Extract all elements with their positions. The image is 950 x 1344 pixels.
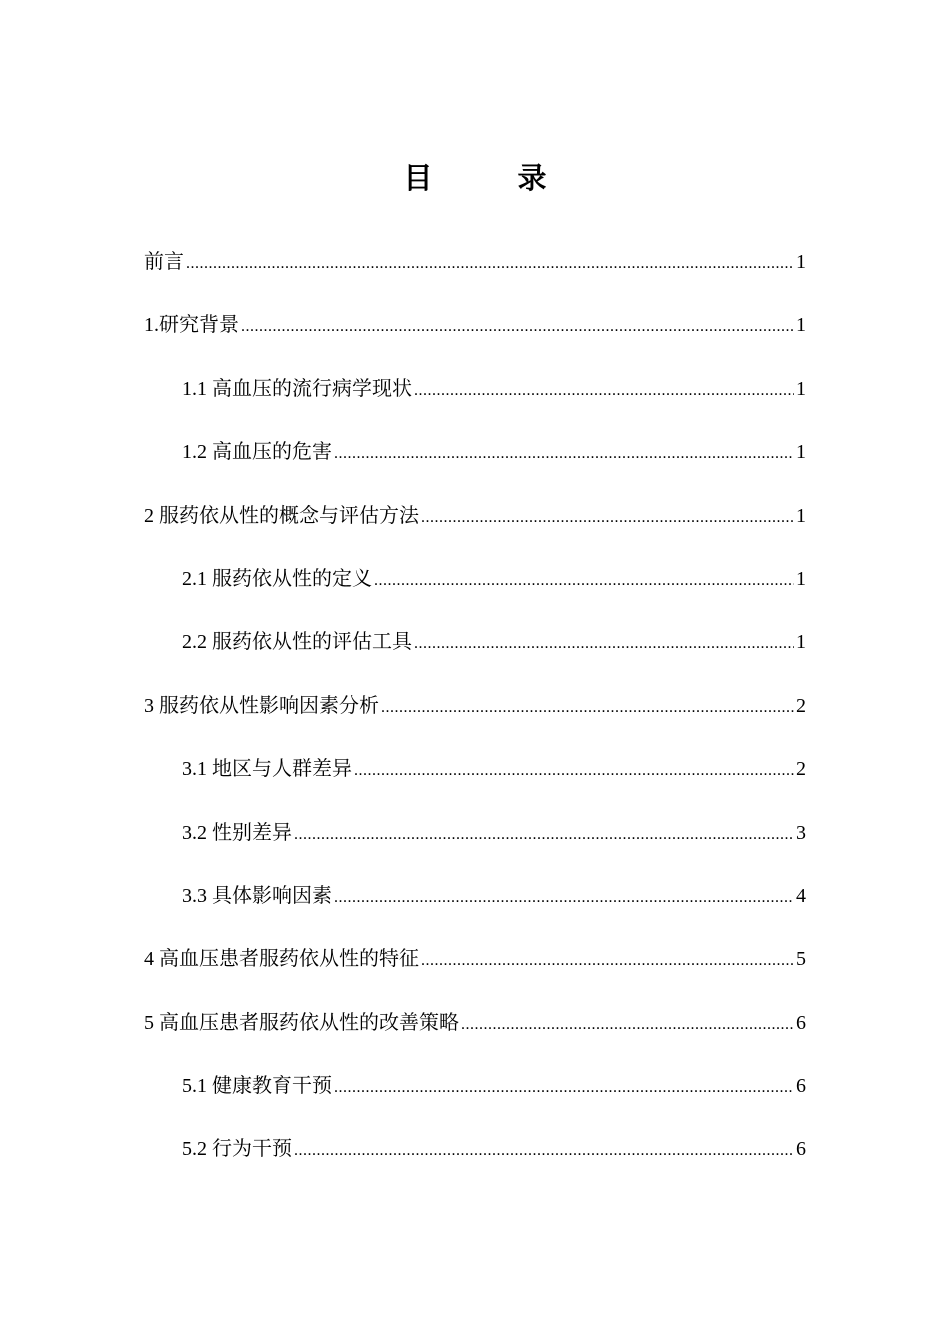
toc-entry-5[interactable]: [144, 1003, 806, 1066]
toc-entry-4[interactable]: [144, 939, 806, 1002]
toc-title: 目 录: [403, 161, 575, 195]
toc-entry-page: 1: [796, 314, 806, 337]
toc-entry-1[interactable]: [144, 305, 806, 368]
toc-entry-label: 1.2 高血压的危害: [182, 441, 332, 464]
toc-entry-page: 4: [796, 884, 806, 907]
toc-entry-label: 1.研究背景: [144, 314, 239, 337]
toc-entry-page: 1: [796, 251, 806, 273]
dot-leader: [334, 434, 794, 474]
dot-leader: [381, 688, 794, 728]
dot-leader: [294, 815, 794, 855]
toc-entry-label: 2.1 服药依从性的定义: [182, 567, 372, 590]
toc-entry-3[interactable]: [144, 686, 806, 749]
toc-entry-label: 3.3 具体影响因素: [182, 884, 332, 907]
dot-leader: [334, 1068, 794, 1108]
toc-entry-5-2[interactable]: [144, 1129, 806, 1192]
toc-entry-page: 6: [796, 1138, 806, 1161]
toc-entry-label: 前言: [144, 251, 184, 273]
toc-entry-3-2[interactable]: [144, 813, 806, 876]
toc-entry-label: 5.2 行为干预: [182, 1138, 292, 1161]
dot-leader: [461, 1005, 794, 1045]
toc-entry-page: 2: [796, 758, 806, 781]
dot-leader: [414, 624, 794, 664]
toc-entry-3-1[interactable]: [144, 749, 806, 812]
toc-entry-page: 1: [796, 631, 806, 654]
dot-leader: [294, 1131, 794, 1171]
toc-entry-page: 1: [796, 441, 806, 464]
toc-entry-label: 4 高血压患者服药依从性的特征: [144, 948, 419, 971]
dot-leader: [374, 561, 794, 601]
toc-entry-label: 1.1 高血压的流行病学现状: [182, 377, 412, 400]
toc-entry-label: 5 高血压患者服药依从性的改善策略: [144, 1011, 459, 1034]
toc-entry-preface[interactable]: [144, 242, 806, 305]
toc-entry-label: 2.2 服药依从性的评估工具: [182, 631, 412, 654]
toc-entry-page: 1: [796, 377, 806, 400]
toc-entry-2-1[interactable]: [144, 559, 806, 622]
toc-entry-5-1[interactable]: [144, 1066, 806, 1129]
toc-entry-page: 1: [796, 567, 806, 590]
toc-entry-page: 6: [796, 1011, 806, 1034]
toc-entry-label: 2 服药依从性的概念与评估方法: [144, 504, 419, 527]
toc-entry-label: 3.2 性别差异: [182, 821, 292, 844]
toc-entry-label: 3.1 地区与人群差异: [182, 758, 352, 781]
toc-entry-label: 3 服药依从性影响因素分析: [144, 694, 379, 717]
toc-entry-page: 5: [796, 948, 806, 971]
toc-entry-page: 2: [796, 694, 806, 717]
toc-entry-page: 3: [796, 821, 806, 844]
dot-leader: [186, 244, 794, 284]
toc-entry-label: 5.1 健康教育干预: [182, 1075, 332, 1098]
toc-entry-1-2[interactable]: [144, 432, 806, 495]
toc-entry-page: 6: [796, 1075, 806, 1098]
toc-entry-1-1[interactable]: [144, 369, 806, 432]
dot-leader: [421, 498, 794, 538]
dot-leader: [241, 307, 794, 347]
dot-leader: [414, 371, 794, 411]
toc-entry-2[interactable]: [144, 496, 806, 559]
dot-leader: [421, 941, 794, 981]
dot-leader: [334, 878, 794, 918]
toc-list: [144, 242, 806, 1193]
toc-entry-2-2[interactable]: [144, 622, 806, 685]
dot-leader: [354, 751, 794, 791]
toc-entry-3-3[interactable]: [144, 876, 806, 939]
toc-entry-page: 1: [796, 504, 806, 527]
